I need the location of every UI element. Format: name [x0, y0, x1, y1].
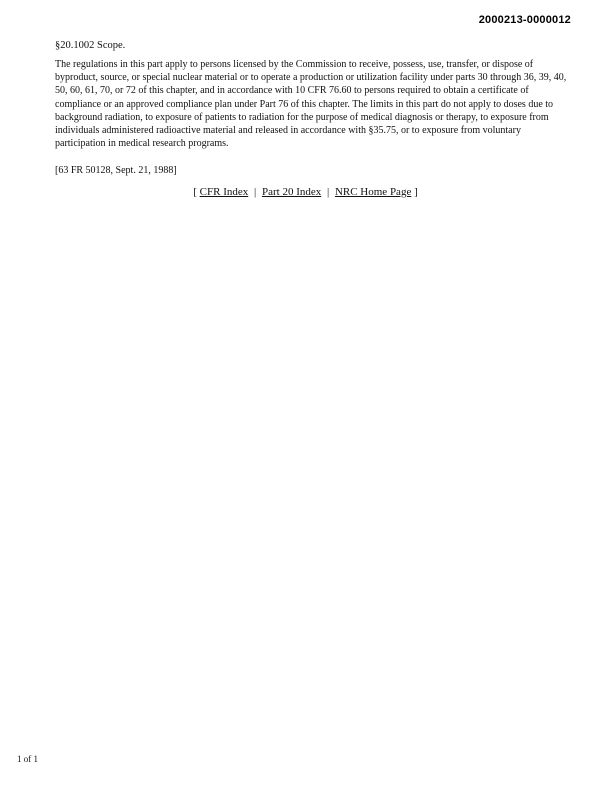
nav-close-bracket: ]: [414, 186, 418, 198]
nav-open-bracket: [: [193, 186, 197, 198]
nav-links: [0, 186, 611, 198]
section-heading: §20.1002 Scope.: [55, 40, 126, 51]
cfr-index-link[interactable]: CFR Index: [199, 186, 249, 198]
part-20-index-link[interactable]: Part 20 Index: [261, 186, 322, 198]
citation: [63 FR 50128, Sept. 21, 1988]: [55, 165, 177, 176]
document-id: 2000213-0000012: [478, 14, 571, 26]
scope-paragraph: The regulations in this part apply to persons licensed by the Commission to receive, possess, use, transfer, or dispose of byproduct, source, or special nuclear material or to operate a production or utilization facility under parts 30 through 36, 39, 40, 50, 60, 61, 70, or 72 of this chapter, and in accordance with 10 CFR 76.60 to persons required to obtain a certificate of compliance or an approved compliance plan under Part 76 of this chapter. The limits in this part do not apply to doses due to background radiation, to exposure of patients to radiation for the purpose of medical diagnosis or therapy, to exposure from individuals administered radioactive material and released in accordance with §35.75, or to exposure from voluntary participation in medical research programs.: [55, 59, 567, 150]
nav-separator: |: [254, 186, 257, 198]
nav-separator: |: [326, 186, 330, 198]
page-number: 1 of 1: [17, 754, 38, 764]
nrc-home-page-link[interactable]: NRC Home Page: [334, 186, 412, 198]
